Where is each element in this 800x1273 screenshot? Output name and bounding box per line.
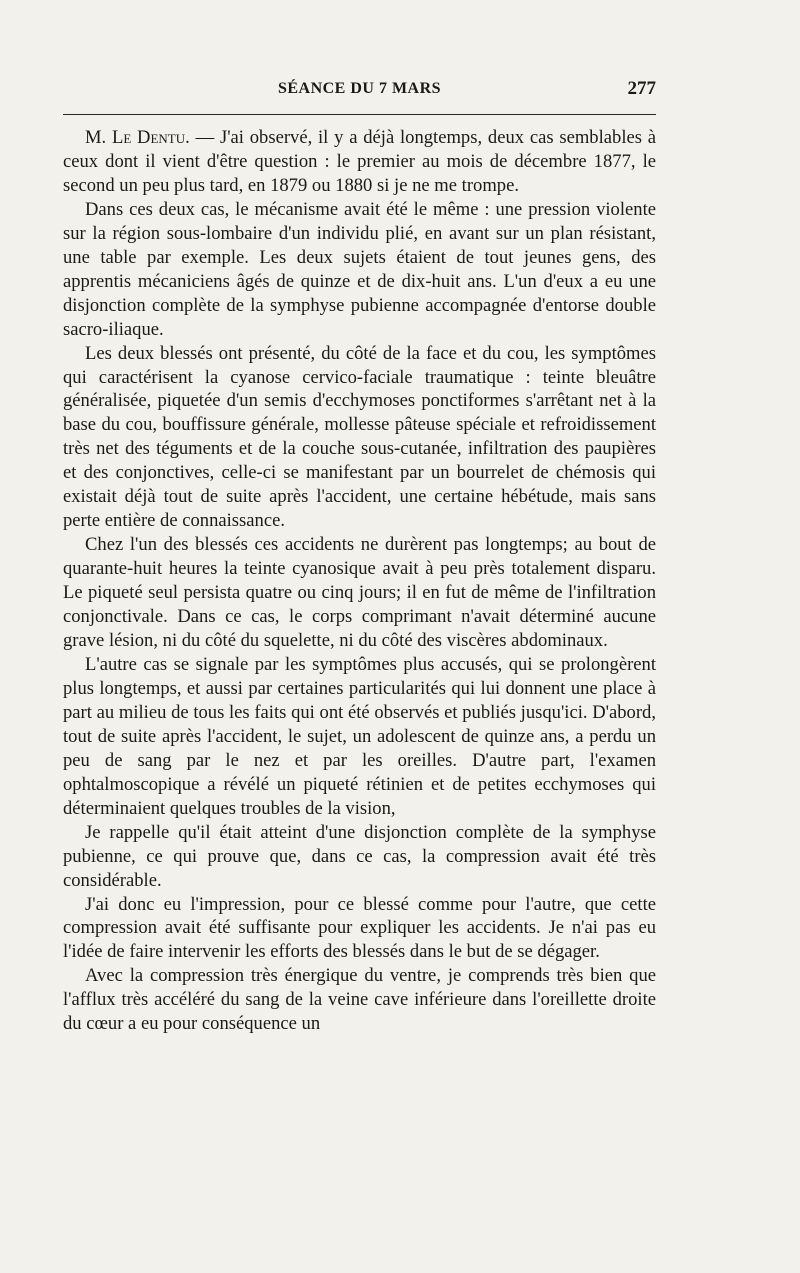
paragraph: Avec la compression très énergique du ventre, je comprends très bien que l'afflux très accéléré du sang de la veine cave inférieure dans l'oreillette droite du cœur a eu pour conséquence un [63, 965, 656, 1035]
paragraph: Je rappelle qu'il était atteint d'une disjonction complète de la symphyse pubienne, ce qui prouve que, dans ce cas, la compression avait été très considérable. [63, 821, 656, 891]
running-title: SÉANCE DU 7 MARS [277, 80, 442, 97]
paragraph [63, 126, 656, 198]
header-rule [63, 114, 656, 115]
body-text [63, 126, 656, 1036]
page-header [63, 76, 656, 100]
paragraph-text: — J'ai observé, il y a déjà longtemps, deux cas semblables à ceux dont il vient d'être question : le premier au mois de décembre 1877, le second un peu plus tard, en 1879 ou 1880 si je ne me trompe. [63, 127, 657, 196]
paragraph: L'autre cas se signale par les symptômes plus accusés, qui se prolongèrent plus longtemps, et aussi par certaines particularités qui lui donnent une place à part au milieu de tous les faits qui ont été observés et publiés jusqu'ici. D'abord, tout de suite après l'accident, le sujet, un adolescent de quinze ans, a perdu un peu de sang par le nez et par les oreilles. D'autre part, l'examen ophtalmoscopique a révélé un piqueté rétinien et de petites ecchymoses qui déterminaient quelques troubles de la vision, [63, 653, 656, 819]
paragraph: J'ai donc eu l'impression, pour ce blessé comme pour l'autre, que cette compression avait été suffisante pour expliquer les accidents. Je n'ai pas eu l'idée de faire intervenir les efforts des blessés dans le but de se dégager. [63, 893, 656, 963]
paragraph: Les deux blessés ont présenté, du côté de la face et du cou, les symptômes qui caractérisent la cyanose cervico-faciale traumatique : teinte bleuâtre généralisée, piquetée d'un semis d'ecchymoses ponctiformes s'arrêtant net à la base du cou, bouffissure générale, mollesse pâteuse spéciale et refroidissement très net des téguments et de la couche sous-cutanée, infiltration des paupières et des conjonctives, celle-ci se manifestant par un bourrelet de chémosis qui existait déjà tout de suite après l'accident, une certaine hébétude, mais sans perte entière de connaissance. [63, 342, 656, 532]
paragraph: Dans ces deux cas, le mécanisme avait été le même : une pression violente sur la région sous-lombaire d'un individu plié, en avant sur un plan résistant, une table par exemple. Les deux sujets étaient de tout jeunes gens, des apprentis mécaniciens âgés de quinze et de dix-huit ans. L'un d'eux a eu une disjonction complète de la symphyse pubienne accompagnée d'entorse double sacro-iliaque. [63, 198, 656, 340]
paragraph: Chez l'un des blessés ces accidents ne durèrent pas longtemps; au bout de quarante-huit heures la teinte cyanosique avait à peu près totalement disparu. Le piqueté seul persista quatre ou cinq jours; il en fut de même de l'infiltration conjonctivale. Dans ce cas, le corps comprimant n'avait déterminé aucune grave lésion, ni du côté du squelette, ni du côté des viscères abdominaux. [63, 534, 656, 652]
page-number: 277 [627, 78, 656, 99]
speaker-name: M. Le Dentu. [85, 127, 190, 148]
